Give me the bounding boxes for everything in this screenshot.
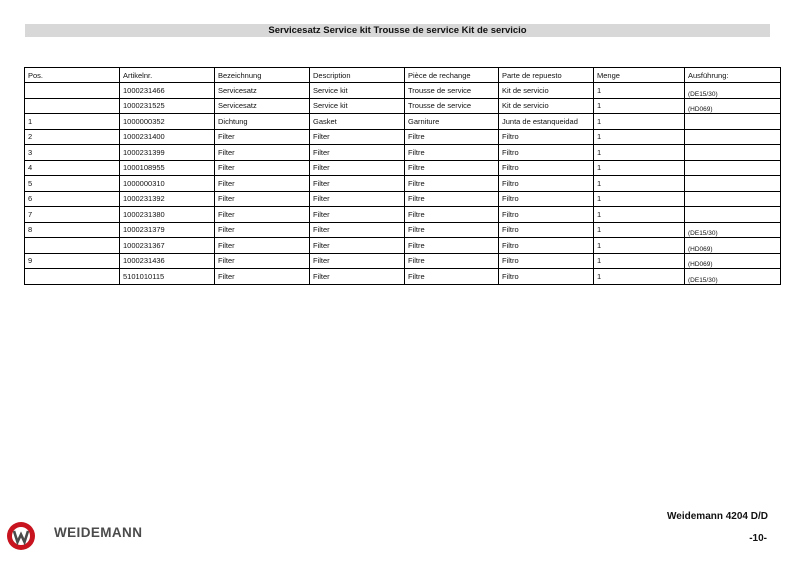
ausfuehrung-cell (685, 176, 781, 192)
menge-cell: 1 (594, 83, 685, 99)
table-row (25, 207, 781, 223)
parts-table (24, 67, 781, 285)
description-cell: Filter (310, 129, 405, 145)
parte-cell: Filtro (499, 207, 594, 223)
parte-cell: Filtro (499, 238, 594, 254)
piece-cell: Filtre (405, 176, 499, 192)
ausfuehrung-cell: (HD069) (685, 238, 781, 254)
pos-cell (25, 83, 120, 99)
parte-cell: Junta de estanqueidad (499, 114, 594, 130)
table-row (25, 238, 781, 254)
pos-cell: 8 (25, 222, 120, 238)
header-article-number: Artikelnr. (120, 68, 215, 83)
article-number-cell: 1000231436 (120, 253, 215, 269)
pos-cell: 1 (25, 114, 120, 130)
piece-cell: Filtre (405, 207, 499, 223)
page-number: -10- (749, 533, 767, 544)
description-cell: Service kit (310, 83, 405, 99)
bezeichnung-cell: Filter (215, 207, 310, 223)
description-cell: Filter (310, 145, 405, 161)
bezeichnung-cell: Filter (215, 160, 310, 176)
header-pos: Pos. (25, 68, 120, 83)
bezeichnung-cell: Filter (215, 191, 310, 207)
bezeichnung-cell: Dichtung (215, 114, 310, 130)
description-cell: Gasket (310, 114, 405, 130)
pos-cell: 6 (25, 191, 120, 207)
header-description: Description (310, 68, 405, 83)
article-number-cell: 1000000352 (120, 114, 215, 130)
menge-cell: 1 (594, 176, 685, 192)
parte-cell: Filtro (499, 191, 594, 207)
article-number-cell: 1000000310 (120, 176, 215, 192)
menge-cell: 1 (594, 191, 685, 207)
ausfuehrung-cell: (HD069) (685, 253, 781, 269)
description-cell: Filter (310, 176, 405, 192)
description-cell: Filter (310, 253, 405, 269)
menge-cell: 1 (594, 222, 685, 238)
menge-cell: 1 (594, 207, 685, 223)
piece-cell: Filtre (405, 238, 499, 254)
description-cell: Filter (310, 207, 405, 223)
pos-cell: 7 (25, 207, 120, 223)
article-number-cell: 1000108955 (120, 160, 215, 176)
parte-cell: Filtro (499, 176, 594, 192)
description-cell: Service kit (310, 98, 405, 114)
menge-cell: 1 (594, 98, 685, 114)
piece-cell: Garniture (405, 114, 499, 130)
description-cell: Filter (310, 222, 405, 238)
article-number-cell: 1000231392 (120, 191, 215, 207)
pos-cell (25, 238, 120, 254)
page-title: Servicesatz Service kit Trousse de service Kit de servicio (25, 24, 770, 37)
menge-cell: 1 (594, 160, 685, 176)
article-number-cell: 1000231466 (120, 83, 215, 99)
pos-cell: 5 (25, 176, 120, 192)
article-number-cell: 1000231400 (120, 129, 215, 145)
description-cell: Filter (310, 191, 405, 207)
parte-cell: Filtro (499, 222, 594, 238)
header-parte-de-repuesto: Parte de repuesto (499, 68, 594, 83)
piece-cell: Filtre (405, 222, 499, 238)
bezeichnung-cell: Filter (215, 269, 310, 285)
table-header-row (25, 68, 781, 83)
header-ausfuehrung: Ausführung: (685, 68, 781, 83)
description-cell: Filter (310, 238, 405, 254)
header-menge: Menge (594, 68, 685, 83)
table-row (25, 191, 781, 207)
header-bezeichnung: Bezeichnung (215, 68, 310, 83)
bezeichnung-cell: Filter (215, 222, 310, 238)
description-cell: Filter (310, 269, 405, 285)
model-name: Weidemann 4204 D/D (667, 511, 768, 522)
piece-cell: Filtre (405, 160, 499, 176)
pos-cell: 2 (25, 129, 120, 145)
menge-cell: 1 (594, 253, 685, 269)
menge-cell: 1 (594, 129, 685, 145)
article-number-cell: 1000231399 (120, 145, 215, 161)
piece-cell: Filtre (405, 191, 499, 207)
article-number-cell: 1000231379 (120, 222, 215, 238)
table-row (25, 176, 781, 192)
bezeichnung-cell: Filter (215, 145, 310, 161)
bezeichnung-cell: Filter (215, 238, 310, 254)
table-row (25, 129, 781, 145)
pos-cell: 9 (25, 253, 120, 269)
ausfuehrung-cell (685, 129, 781, 145)
piece-cell: Trousse de service (405, 98, 499, 114)
description-cell: Filter (310, 160, 405, 176)
menge-cell: 1 (594, 114, 685, 130)
piece-cell: Filtre (405, 269, 499, 285)
piece-cell: Filtre (405, 129, 499, 145)
article-number-cell: 1000231367 (120, 238, 215, 254)
table-row (25, 114, 781, 130)
ausfuehrung-cell (685, 191, 781, 207)
pos-cell: 4 (25, 160, 120, 176)
parte-cell: Kit de servicio (499, 83, 594, 99)
table-row (25, 222, 781, 238)
menge-cell: 1 (594, 145, 685, 161)
piece-cell: Filtre (405, 145, 499, 161)
bezeichnung-cell: Servicesatz (215, 83, 310, 99)
piece-cell: Filtre (405, 253, 499, 269)
brand-name: WEIDEMANN (54, 525, 143, 540)
table-row (25, 83, 781, 99)
pos-cell (25, 269, 120, 285)
table-row (25, 145, 781, 161)
article-number-cell: 1000231380 (120, 207, 215, 223)
parte-cell: Filtro (499, 253, 594, 269)
bezeichnung-cell: Filter (215, 129, 310, 145)
menge-cell: 1 (594, 269, 685, 285)
table-row (25, 160, 781, 176)
article-number-cell: 1000231525 (120, 98, 215, 114)
ausfuehrung-cell: (DE15/30) (685, 269, 781, 285)
ausfuehrung-cell (685, 114, 781, 130)
menge-cell: 1 (594, 238, 685, 254)
parte-cell: Filtro (499, 269, 594, 285)
article-number-cell: 5101010115 (120, 269, 215, 285)
ausfuehrung-cell (685, 207, 781, 223)
table-row (25, 98, 781, 114)
weidemann-logo (6, 521, 36, 551)
piece-cell: Trousse de service (405, 83, 499, 99)
pos-cell (25, 98, 120, 114)
pos-cell: 3 (25, 145, 120, 161)
table-row (25, 253, 781, 269)
table-row (25, 269, 781, 285)
parte-cell: Filtro (499, 160, 594, 176)
parte-cell: Filtro (499, 129, 594, 145)
ausfuehrung-cell (685, 160, 781, 176)
ausfuehrung-cell: (DE15/30) (685, 222, 781, 238)
ausfuehrung-cell: (HD069) (685, 98, 781, 114)
bezeichnung-cell: Filter (215, 176, 310, 192)
parte-cell: Filtro (499, 145, 594, 161)
bezeichnung-cell: Filter (215, 253, 310, 269)
bezeichnung-cell: Servicesatz (215, 98, 310, 114)
ausfuehrung-cell (685, 145, 781, 161)
parte-cell: Kit de servicio (499, 98, 594, 114)
ausfuehrung-cell: (DE15/30) (685, 83, 781, 99)
header-piece-de-rechange: Pièce de rechange (405, 68, 499, 83)
